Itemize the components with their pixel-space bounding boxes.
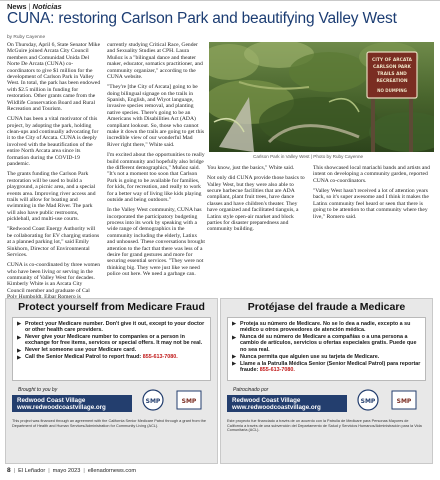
ad-tip (17, 334, 206, 346)
sign-text-line: TRAILS AND (377, 72, 407, 77)
ad-tip (232, 321, 421, 333)
paragraph: I'm excited about the opportunities to really build community and hopefully also bridge the different demographics," Muñoz said. "It's not a moment too soon that Carlson Park is going to be available for families, for kids, for recreation, and really to work for a better way of living like kids playing outside and being outdoors." (107, 152, 205, 203)
sponsor-url: www.redwoodcoastvillage.org (232, 404, 321, 411)
paragraph: "Valley West hasn't received a lot of attention years back, so it's super awesome and I think it makes the Latinx community feel heard or seen that there is going to be attention to that community where they live," Romero said. (313, 188, 429, 220)
sign-text-line: CARLSON PARK (373, 65, 411, 70)
paragraph: The grants funding the Carlson Park restoration will be used to build a playground, a picnic area, and a special events area. Improving river access and trails will allow for boating and swimming in the Mad River. The park will also have public restrooms, pickleball, and multi-use courts. (7, 171, 96, 223)
triangle-bullet-icon: ▶ (232, 321, 237, 328)
hotline-phone: 855-613-7080. (142, 354, 178, 361)
sign-text-line: CITY OF ARCATA (372, 58, 412, 63)
section-noticias: Noticias (32, 2, 62, 11)
ad-tip-text: Protect your Medicare number. Don't give it out, except to your doctor or other health care providers. (25, 321, 205, 334)
ad-tips-list (228, 318, 425, 373)
ad-tip-text: Nunca dé su número de Medicare a compañías o a una persona a cambio de artículos, servicios u ofertas especiales gratis. Puede que no sea real. (240, 334, 417, 353)
article-column-4 (313, 165, 430, 224)
medicare-fraud-ad-spanish (220, 298, 433, 464)
ad-tip-text: Nunca permita que alguien use su tarjeta de Medicare. (240, 353, 380, 360)
triangle-bullet-icon: ▶ (17, 354, 22, 361)
issue-date: mayo 2023 (52, 468, 81, 474)
ad-tip-text: Llame a la Patrulla Médica Senior (Senior Medical Patrol) para reportar fraude: (240, 360, 421, 373)
triangle-bullet-icon: ▶ (232, 354, 237, 360)
seal-label: SMP (396, 398, 412, 405)
ad-tip-text: Never let someone use your Medicare card. (25, 347, 137, 354)
brought-to-you-by: Patrocinado por (233, 387, 269, 393)
section-news: News (7, 2, 27, 11)
sign-text-line: RECREATION (376, 79, 408, 84)
park-photo-illustration (209, 42, 434, 152)
paragraph: You know, just the basics," White said. (207, 165, 295, 171)
paragraph: Not only did CUNA provide those basics to Valley West, but they were also able to secure barbecue facilities that are ADA compliant, plant fruit trees, have dance classes and have children's theater. They have organized and facilitated tianguis, a Latinx style open-air market and block parties for disaster preparedness and community building. (207, 175, 305, 233)
section-separator: | (28, 2, 31, 11)
ad-tip (17, 321, 206, 333)
paragraph: In the Valley West community, CUNA has incorporated the participatory budgeting process into its work by speaking with a wide range of demographics in the community including the elderly, Latinx and unhoused. These conversations brought attention to the fact that there was less of a desire for grand gestures and more for securing essential services. "They were not thinking big. They were just like we need police out here. We need a garbage can. (107, 207, 205, 278)
medicare-fraud-ad-english (5, 298, 218, 464)
sign-text-line: NO DUMPING (377, 88, 407, 93)
triangle-bullet-icon: ▶ (17, 334, 22, 341)
footer-separator: | (83, 468, 85, 474)
triangle-bullet-icon: ▶ (17, 347, 22, 354)
footer-separator: | (13, 468, 16, 474)
hotline-phone: 855-613-7080. (259, 366, 295, 373)
smp-logo-icon (138, 387, 168, 413)
article-byline: by Ruby Cayenne (7, 35, 46, 40)
paragraph: CUNA is co-coordinated by three women who have been living or serving in the community of Valley West for decades. Kimberly White is an Arcata City Council member and graduate of Cal (7, 262, 101, 294)
ad-tip (17, 347, 206, 353)
ad-tip (232, 361, 421, 373)
ad-title: Protéjase del fraude a Medicare (247, 301, 406, 313)
seal-label: SMP (360, 398, 376, 405)
ad-tip-text: Call the Senior Medical Patrol to report fraud: (25, 354, 142, 361)
ad-tips-box (12, 317, 211, 381)
photo-caption: Carlson Park in Valley West | Photo by Ruby Cayenne (253, 154, 364, 159)
article-column-2 (107, 42, 205, 281)
sponsor-name: Redwood Coast Village (17, 397, 86, 404)
ad-tip-text: Proteja su número de Medicare. No se lo dea a nadie, excepto a su médico u otros proveedores de atención médica. (240, 321, 411, 334)
seal-label: SMP (145, 398, 161, 405)
article-column-3 (207, 165, 307, 237)
ad-tip (17, 354, 206, 360)
ad-tips-box (227, 317, 426, 381)
california-smp-logo-icon (389, 387, 419, 413)
seal-label: SMP (181, 398, 197, 405)
paragraph: CUNA has been a vital motivator of this project, by adopting the park, holding clean-ups and continually advocating for it to the City of Arcata. CUNA is deeply involved with the beautification of the entire North Arcata area since its formation during the COVID-19 pandemic. (7, 116, 99, 168)
paragraph: currently studying Critical Race, Gender and Sexuality Studies at CPH. Laura Muñoz is a "bilingual dance and theater maker, educator, somatics practitioner, and community organizer," according to the CUNA website. (107, 42, 203, 81)
paragraph: This showcased local mariachi bands and artists and intent on developing a community garden, reported CUNA co-coordinators. (313, 165, 430, 184)
california-smp-logo-icon (174, 387, 204, 413)
ad-tips-list (13, 318, 210, 361)
website-link[interactable]: ellenadornews.com (87, 468, 136, 474)
brought-to-you-by: Brought to you by (18, 387, 58, 393)
funding-disclaimer: Este proyecto fue financiado a través de un acuerdo con la Patrulla de Medicare para Personas Mayores de California a través de una subvención del Departamento de Salud y Servicios Humanos/Administración para la Vida Comunitaria (ACL). (227, 419, 422, 433)
paragraph: "Redwood Coast Energy Authority will be collaborating for EV charging stations at a planned parking lot," said Emily Sinkhorn, Director of Environmental Services. (7, 226, 100, 258)
funding-disclaimer: This project was financed through an agreement with the California Senior Medicare Patrol through a grant from the Department of Health and Human Services/Administration for Community Living (ACL). (12, 419, 206, 428)
page-footer (7, 467, 136, 474)
sponsor-name: Redwood Coast Village (232, 397, 301, 404)
ad-tip (232, 334, 421, 353)
carlson-park-photo (209, 42, 434, 152)
footer-separator: | (48, 468, 50, 474)
sponsor-url: www.redwoodcoastvillage.org (17, 404, 106, 411)
triangle-bullet-icon: ▶ (17, 321, 22, 328)
ad-title: Protect yourself from Medicare Fraud (18, 301, 205, 313)
top-rule (0, 0, 440, 1)
sponsor-banner (227, 395, 347, 412)
sponsor-banner (12, 395, 132, 412)
smp-logo-icon (353, 387, 383, 413)
triangle-bullet-icon: ▶ (232, 334, 237, 341)
paragraph: On Thursday, April 6, State Senator Mike McGuire joined Arcata City Council members and Comunidad Unida Del Norte De Arcata (CUNA) co-coordinators to give $1 million for the development of Carlson Park in Valley West. In total, the park has been endowed with $2.5 million in funding for restoration. Other grants came from the Wildlife Conservation Board and Rural Recreation and Tourism. (7, 42, 101, 113)
article-headline: CUNA: restoring Carlson Park and beautifying Valley West (7, 10, 397, 27)
paragraph: "They're [the City of Arcata] going to be doing bilingual signage on the trails in Spanish, English, and Wiyot language, invasive species removal, and planting native species. There's going to be an Americans with Disabilities Act (ADA) compliant lookout. So, those who cannot make it down the trails are going to get this incredible view of our wonderful Mad River right there," White said. (107, 84, 205, 148)
page-number: 8 (7, 467, 11, 474)
ad-tip (232, 354, 421, 360)
publication-name: El Leñador (18, 468, 46, 474)
ad-tip-text: Never give your Medicare number to companies or a person in exchange for free items, services or special offers. It may not be real. (25, 334, 203, 347)
triangle-bullet-icon: ▶ (232, 361, 237, 367)
article-column-1 (7, 42, 101, 304)
